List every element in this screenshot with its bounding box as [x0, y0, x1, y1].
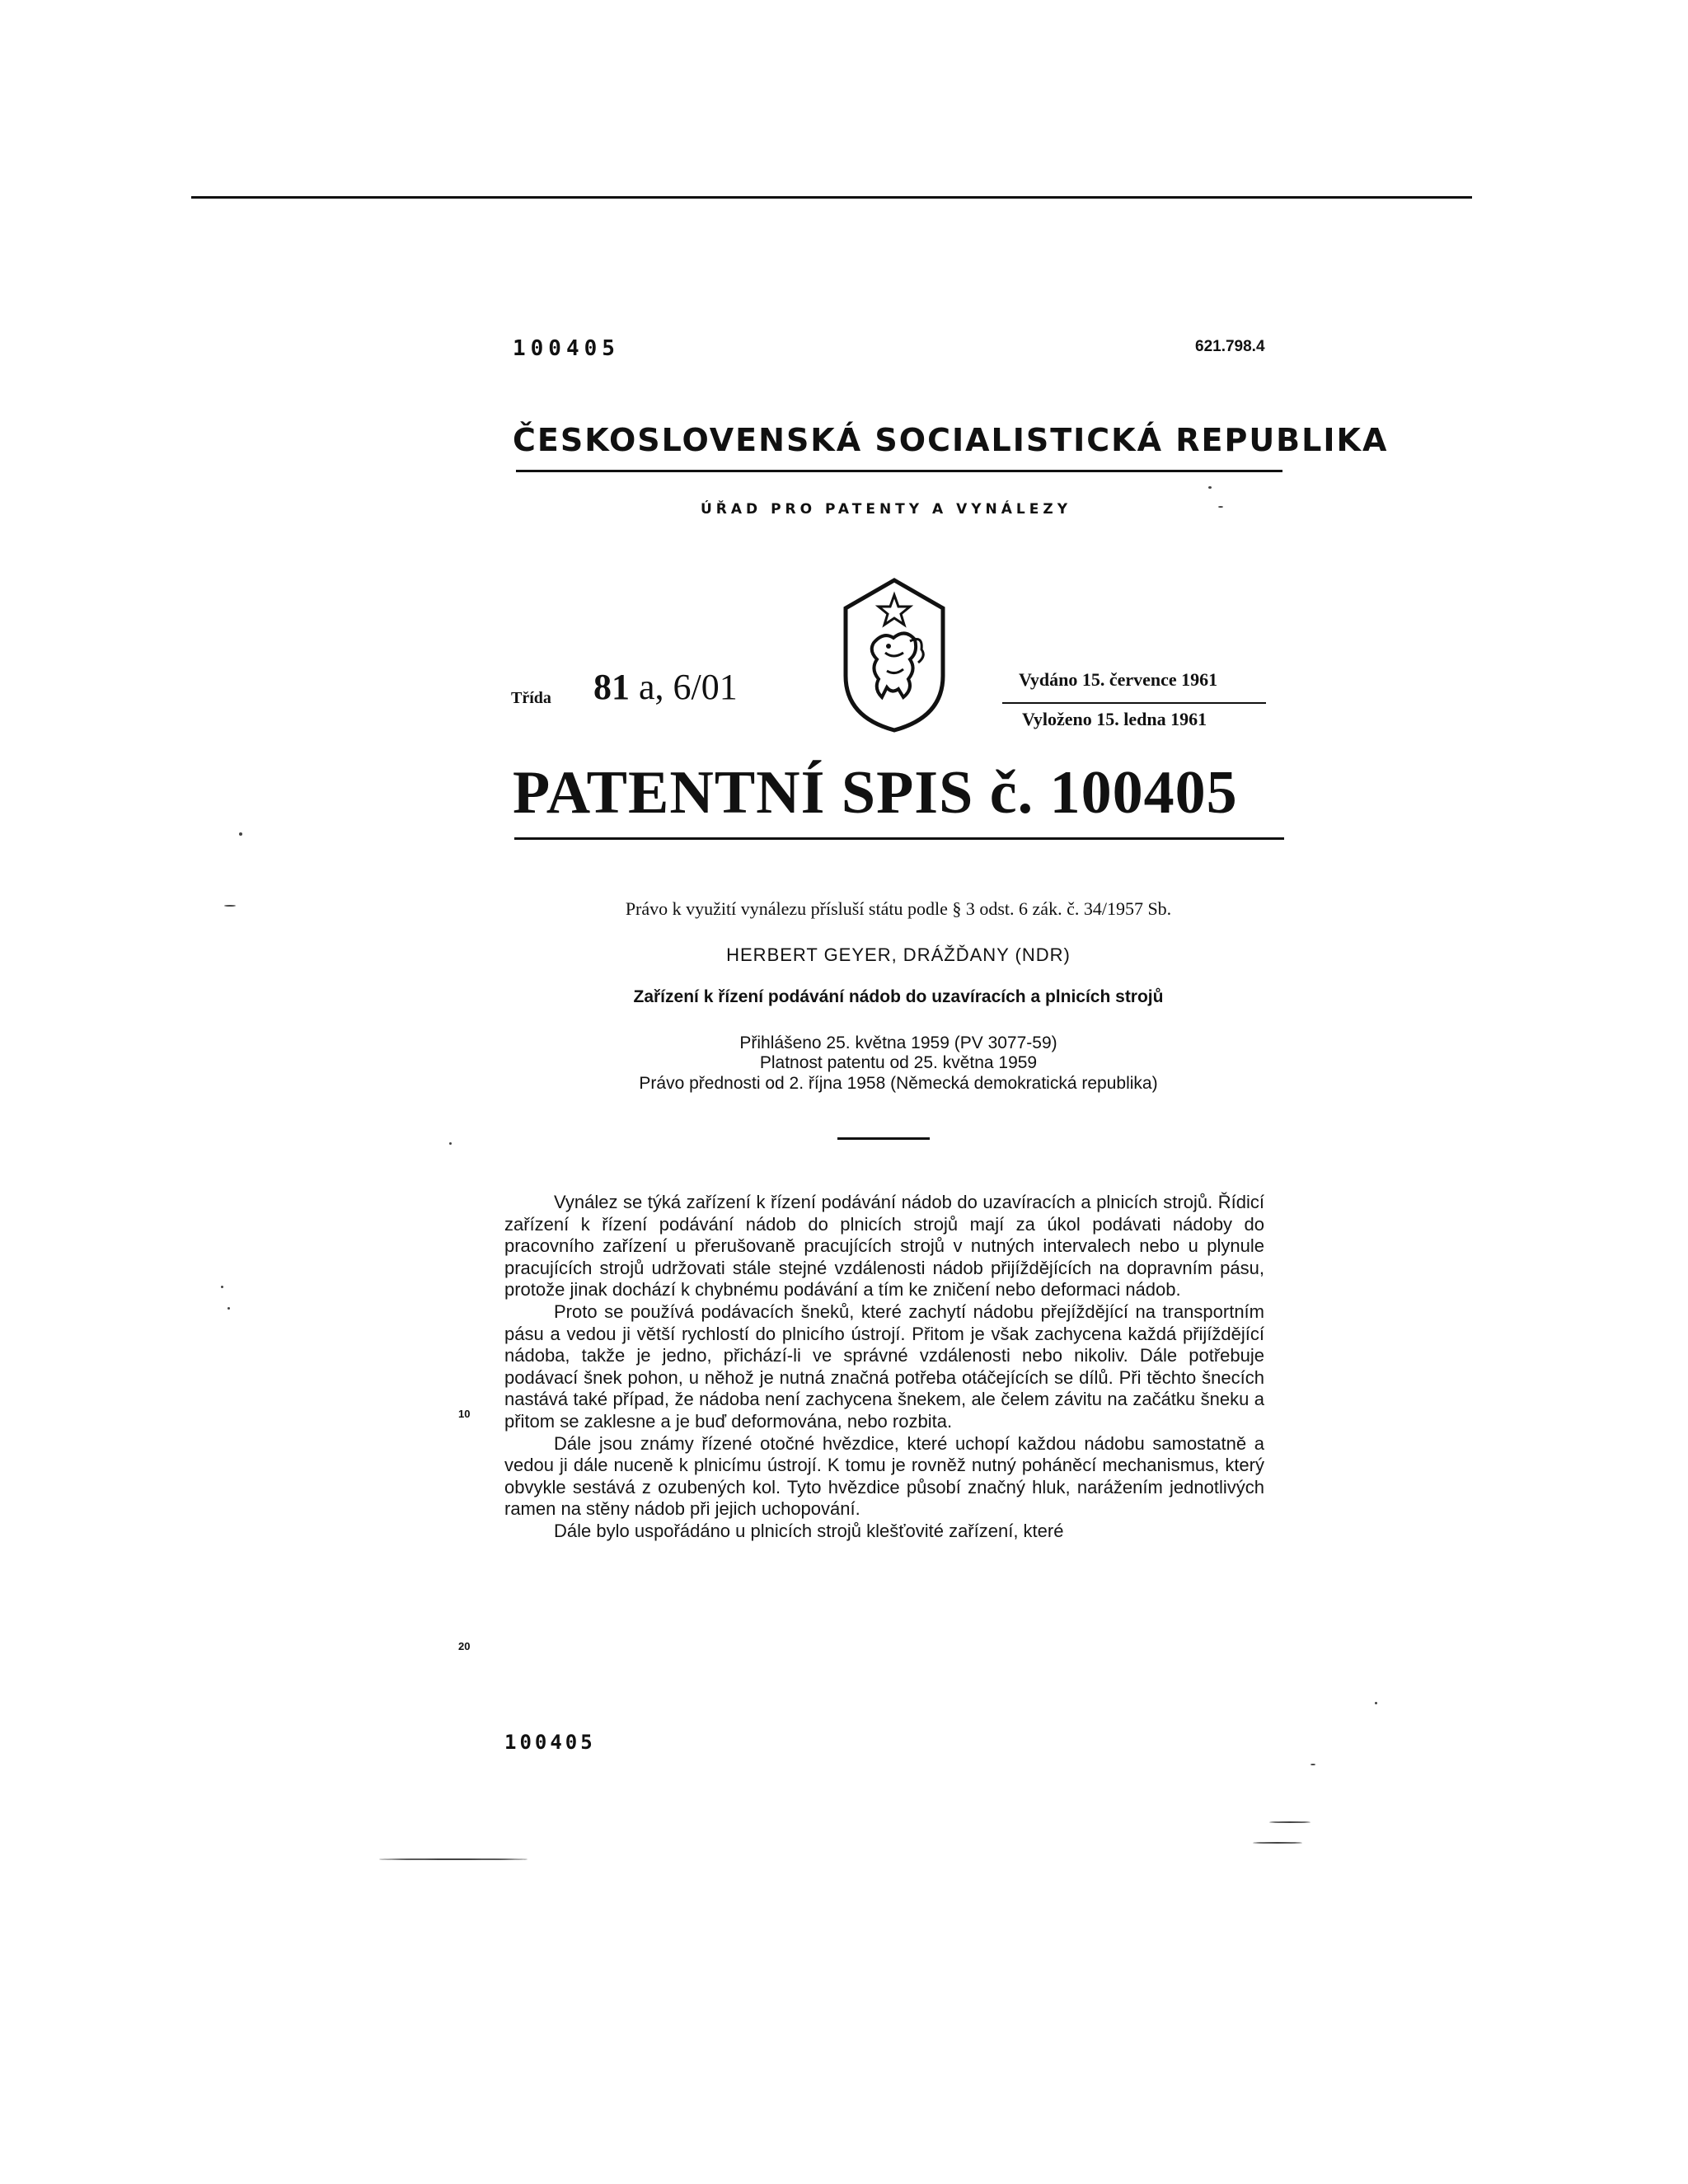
scan-speck	[239, 832, 242, 836]
laid-open-date: Vyloženo 15. ledna 1961	[1022, 709, 1207, 729]
priority-right: Právo přednosti od 2. října 1958 (Německá demokratická republika)	[639, 1074, 1158, 1093]
body-paragraph: Proto se používá podávacích šneků, které zachytí nádobu přejíždějící na transportním pásu a vedou ji větší rychlostí do plnicího ústrojí. Přitom je však zachycena každá přijíždějící nádoba, takže je jedno, přichází-li ve správné vzdálenosti nebo nikoliv. Dále potřebuje podávací šnek pohon, u něhož je nutná značná potřeba otáčejících se dílů. Při těchto šnecích nastává také případ, že nádoba není zachycena šnekem, ale čelem závitu na začátku šneku a přitom se zaklesne a je buď deformována, nebo rozbita.	[504, 1301, 1264, 1432]
patent-validity: Platnost patentu od 25. května 1959	[759, 1053, 1038, 1072]
filed-date: Přihlášeno 25. května 1959 (PV 3077-59)	[739, 1033, 1057, 1052]
republic-rule	[516, 470, 1282, 472]
scan-speck	[379, 1858, 528, 1860]
scan-speck	[1253, 1842, 1302, 1844]
issued-rule	[1002, 702, 1266, 704]
scan-speck	[221, 1286, 223, 1288]
trida-value	[593, 666, 738, 708]
coat-of-arms-icon	[841, 577, 948, 733]
invention-title: Zařízení k řízení podávání nádob do uzavíracích a plnicích strojů	[633, 987, 1164, 1006]
body-paragraph: Dále jsou známy řízené otočné hvězdice, které uchopí každou nádobu samostatně a vedou ji dále nuceně k plnicímu ústrojí. K tomu je rovněž nutný poháněcí mechanismus, který obvykle sestává z ozubených kol. Tyto hvězdice působí značný hluk, narážením jednotlivých ramen na stěny nádob při jejich uchopování.	[504, 1432, 1264, 1520]
inventor: HERBERT GEYER, DRÁŽĎANY (NDR)	[726, 944, 1071, 965]
republic-heading: ČESKOSLOVENSKÁ SOCIALISTICKÁ REPUBLIKA	[513, 422, 1389, 458]
top-rule	[191, 196, 1472, 199]
issued-date: Vydáno 15. července 1961	[1019, 669, 1218, 690]
office-subheading: ÚŘAD PRO PATENTY A VYNÁLEZY	[701, 501, 1072, 518]
rights-note: Právo k využití vynálezu přísluší státu podle § 3 odst. 6 zák. č. 34/1957 Sb.	[625, 898, 1172, 919]
patent-body	[504, 1192, 1264, 1543]
patent-title: PATENTNÍ SPIS č. 100405	[513, 759, 1238, 827]
scan-speck	[1375, 1702, 1377, 1704]
header-patent-number: 100405	[513, 336, 620, 361]
line-number-20: 20	[458, 1640, 471, 1652]
scan-speck	[224, 905, 236, 907]
scan-speck	[1218, 506, 1223, 508]
body-paragraph: Dále bylo uspořádáno u plnicích strojů klešťovité zařízení, které	[554, 1520, 1064, 1541]
trida-value-main: 81	[593, 667, 630, 707]
scan-speck	[1208, 486, 1212, 489]
scan-speck	[449, 1142, 452, 1145]
title-rule	[514, 837, 1284, 840]
scan-speck	[227, 1307, 230, 1310]
body-paragraph: Vynález se týká zařízení k řízení podávání nádob do uzavíracích a plnicích strojů. Řídicí zařízení k řízení podávání nádob do plnicích strojů mají za úkol podávati nádoby do pracovního zařízení u přerušovaně pracujících strojů v nutných intervalech nebo u plynule pracujících strojů udržovati stále stejné vzdálenosti nádob přijíždějících na dopravním pásu, protože jinak dochází k chybnému podávání a tím ke zničení nebo deformaci nádob.	[504, 1192, 1264, 1301]
scan-speck	[1269, 1821, 1311, 1823]
trida-label: Třída	[511, 689, 551, 707]
footer-patent-number: 100405	[504, 1731, 596, 1754]
scan-speck	[1311, 1764, 1315, 1765]
section-divider	[837, 1137, 930, 1140]
line-number-10: 10	[458, 1408, 471, 1420]
header-classification: 621.798.4	[1195, 338, 1265, 355]
trida-value-rest: a, 6/01	[639, 667, 738, 707]
